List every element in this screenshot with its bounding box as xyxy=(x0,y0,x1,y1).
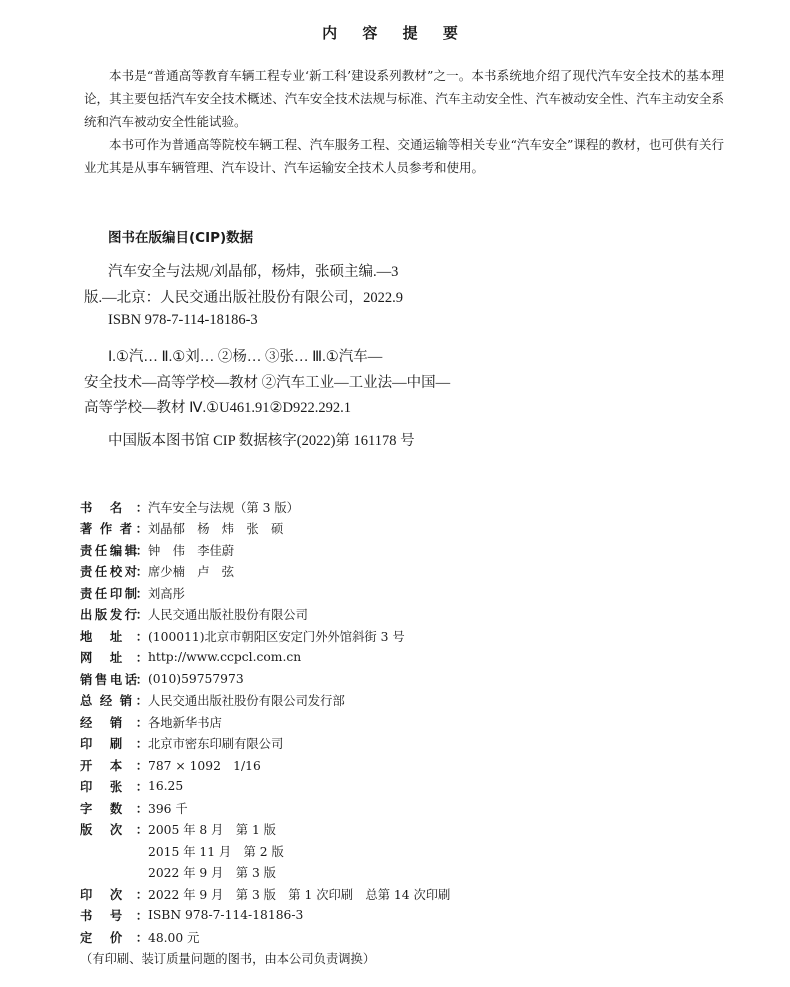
info-label: 责 任 编 辑 ： xyxy=(80,543,148,558)
info-value: 48.00 元 xyxy=(148,930,200,945)
info-value: (010)59757973 xyxy=(148,671,244,686)
info-value: http://www.ccpcl.com.cn xyxy=(148,650,302,665)
info-label: 字 数 ： xyxy=(80,801,148,816)
abstract-paragraph-2: 本书可作为普通高等院校车辆工程、汽车服务工程、交通运输等相关专业“汽车安全”课程的教材，也可供有关行业尤其是从事车辆管理、汽车设计、汽车运输安全技术人员参考和使用。 xyxy=(84,137,724,175)
info-value: 2022 年 9 月 第 3 版 第 1 次印刷 总第 14 次印刷 xyxy=(148,887,451,902)
info-row xyxy=(80,840,740,862)
info-label: 定 价 ： xyxy=(80,930,148,945)
info-row xyxy=(80,539,740,561)
cip-line: 安全技术—高等学校—教材 ②汽车工业—工业法—中国— xyxy=(84,375,451,391)
cip-line: 高等学校—教材 Ⅳ.①U461.91②D922.292.1 xyxy=(84,400,351,416)
cip-line: Ⅰ.①汽… Ⅱ.①刘… ②杨… ③张… Ⅲ.①汽车— xyxy=(108,349,383,365)
info-value: 各地新华书店 xyxy=(148,715,222,730)
info-row xyxy=(80,625,740,647)
cip-record-number: 中国版本图书馆 CIP 数据核字(2022)第 161178 号 xyxy=(108,433,415,449)
info-value: 北京市密东印刷有限公司 xyxy=(148,737,284,752)
info-row xyxy=(80,883,740,905)
info-row xyxy=(80,496,740,518)
info-value: 人民交通出版社股份有限公司 xyxy=(148,608,308,623)
info-value: 2015 年 11 月 第 2 版 xyxy=(148,844,284,859)
cip-line: 汽车安全与法规/刘晶郁，杨炜，张硕主编.—3 xyxy=(108,264,399,280)
info-row xyxy=(80,518,740,540)
info-label: 地 址 ： xyxy=(80,629,148,644)
info-label: 印 刷 ： xyxy=(80,737,148,752)
info-row xyxy=(80,733,740,755)
info-value: 汽车安全与法规（第 3 版） xyxy=(148,500,299,515)
info-row xyxy=(80,776,740,798)
info-value: 刘晶郁 杨 炜 张 硕 xyxy=(148,522,284,537)
info-label: 责 任 印 制 ： xyxy=(80,586,148,601)
page-title: 内 容 提 要 xyxy=(322,24,468,42)
quality-note: （有印刷、装订质量问题的图书，由本公司负责调换） xyxy=(80,952,376,967)
info-value: 2022 年 9 月 第 3 版 xyxy=(148,866,276,881)
info-label: 著 作 者 ： xyxy=(80,522,148,537)
info-value: (100011)北京市朝阳区安定门外外馆斜街 3 号 xyxy=(148,629,405,644)
info-value: 刘高彤 xyxy=(148,586,185,601)
info-value: 钟 伟 李佳蔚 xyxy=(148,543,235,558)
info-value: 396 千 xyxy=(148,801,188,816)
info-label: 经 销 ： xyxy=(80,715,148,730)
info-row xyxy=(80,647,740,669)
publication-info xyxy=(80,496,740,969)
info-row xyxy=(80,668,740,690)
info-label: 网 址 ： xyxy=(80,651,148,666)
info-label: 出 版 发 行 ： xyxy=(80,608,148,623)
info-row xyxy=(80,690,740,712)
info-row xyxy=(80,711,740,733)
cip-line: 版.—北京：人民交通出版社股份有限公司，2022.9 xyxy=(84,290,403,306)
info-row xyxy=(80,604,740,626)
info-row xyxy=(80,754,740,776)
info-label: 责 任 校 对 ： xyxy=(80,565,148,580)
info-label: 总 经 销 ： xyxy=(80,694,148,709)
info-label: 书 号 ： xyxy=(80,909,148,924)
cip-isbn: ISBN 978-7-114-18186-3 xyxy=(108,312,258,328)
info-value: 2005 年 8 月 第 1 版 xyxy=(148,823,276,838)
info-row xyxy=(80,905,740,927)
info-row xyxy=(80,862,740,884)
info-row xyxy=(80,561,740,583)
info-row xyxy=(80,819,740,841)
info-label: 印 张 ： xyxy=(80,780,148,795)
info-row xyxy=(80,797,740,819)
info-row xyxy=(80,926,740,948)
info-value: 席少楠 卢 弦 xyxy=(148,565,235,580)
info-label: 版 次 ： xyxy=(80,823,148,838)
info-value: 787 × 1092 1/16 xyxy=(148,758,261,773)
info-row xyxy=(80,582,740,604)
info-value: ISBN 978-7-114-18186-3 xyxy=(148,908,304,923)
info-label: 开 本 ： xyxy=(80,758,148,773)
cip-heading: 图书在版编目(CIP)数据 xyxy=(108,230,254,246)
abstract xyxy=(84,64,724,179)
info-label: 印 次 ： xyxy=(80,887,148,902)
abstract-paragraph-1: 本书是“普通高等教育车辆工程专业‘新工科’建设系列教材”之一。本书系统地介绍了现代汽车安全技术的基本理论，其主要包括汽车安全技术概述、汽车安全技术法规与标准、汽车主动安全性、汽车被动安全性、汽车主动安全系统和汽车被动安全性能试验。 xyxy=(84,68,724,129)
info-label: 书 名 ： xyxy=(80,500,148,515)
info-label: 销 售 电 话 ： xyxy=(80,672,148,687)
info-value: 16.25 xyxy=(148,779,184,794)
info-value: 人民交通出版社股份有限公司发行部 xyxy=(148,694,345,709)
